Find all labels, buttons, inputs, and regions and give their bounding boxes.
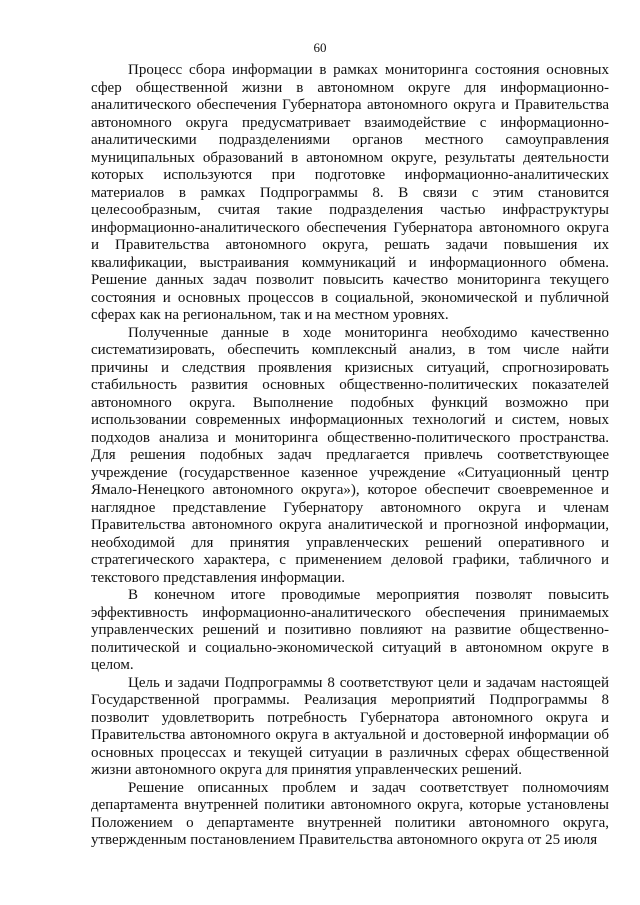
paragraph-authority: Решение описанных проблем и задач соответствует полномочиям департамента внутренней политики автономного округа, которые установлены Положением о департаменте внутренней политики автономного округа, утвержденным постановлением Правительства автономного округа от 25 июля bbox=[91, 779, 609, 848]
paragraph-outcome: В конечном итоге проводимые мероприятия позволят повысить эффективность информационно-аналитического обеспечения принимаемых управленческих решений и позитивно повлияют на развитие общественно-политической и социально-экономической ситуаций в автономном округе в целом. bbox=[91, 587, 609, 673]
page-number: 60 bbox=[313, 40, 327, 55]
paragraph-goals: Цель и задачи Подпрограммы 8 соответствуют цели и задачам настоящей Государственной программы. Реализация мероприятий Подпрограммы 8 позволит удовлетворить потребность Губернатора автономного округа и Правительства автономного округа в актуальной и достоверной информации об основных процессах и текущей ситуации в различных сферах общественной жизни автономного округа для принятия управленческих решений. bbox=[91, 674, 609, 778]
document-body bbox=[91, 62, 609, 850]
paragraph-monitoring-process: Процесс сбора информации в рамках мониторинга состояния основных сфер общественной жизни в автономном округе для информационно-аналитического обеспечения Губернатора автономного округа и Правительства автономного округа предусматривает взаимодействие с информационно-аналитическими подразделениями органов местного самоуправления муниципальных образований в автономном округе, результаты деятельности которых используются при подготовке информационно-аналитических материалов в рамках Подпрограммы 8. В связи с этим становится целесообразным, считая такие подразделения частью инфраструктуры информационно-аналитического обеспечения Губернатора автономного округа и Правительства автономного округа, решать задачи повышения их квалификации, выстраивания коммуникаций и информационного обмена. Решение данных задач позволит повысить качество мониторинга текущего состояния и основных процессов в социальной, экономической и публичной сферах как на региональном, так и на местном уровнях. bbox=[91, 62, 609, 323]
paragraph-data-analysis: Полученные данные в ходе мониторинга необходимо качественно систематизировать, обеспечить комплексный анализ, в том числе найти причины и следствия проявления кризисных ситуаций, спрогнозировать стабильность развития основных общественно-политических показателей автономного округа. Выполнение подобных функций возможно при использовании современных информационных технологий и систем, новых подходов анализа и мониторинга общественно-политического пространства. Для решения подобных задач предлагается привлечь соответствующее учреждение (государственное казенное учреждение «Ситуационный центр Ямало-Ненецкого автономного округа»), которое обеспечит своевременное и наглядное представление Губернатору автономного округа и членам Правительства автономного округа аналитической и прогнозной информации, необходимой для принятия управленческих решений оперативного и стратегического характера, с применением деловой графики, табличного и текстового представления информации. bbox=[91, 324, 609, 586]
